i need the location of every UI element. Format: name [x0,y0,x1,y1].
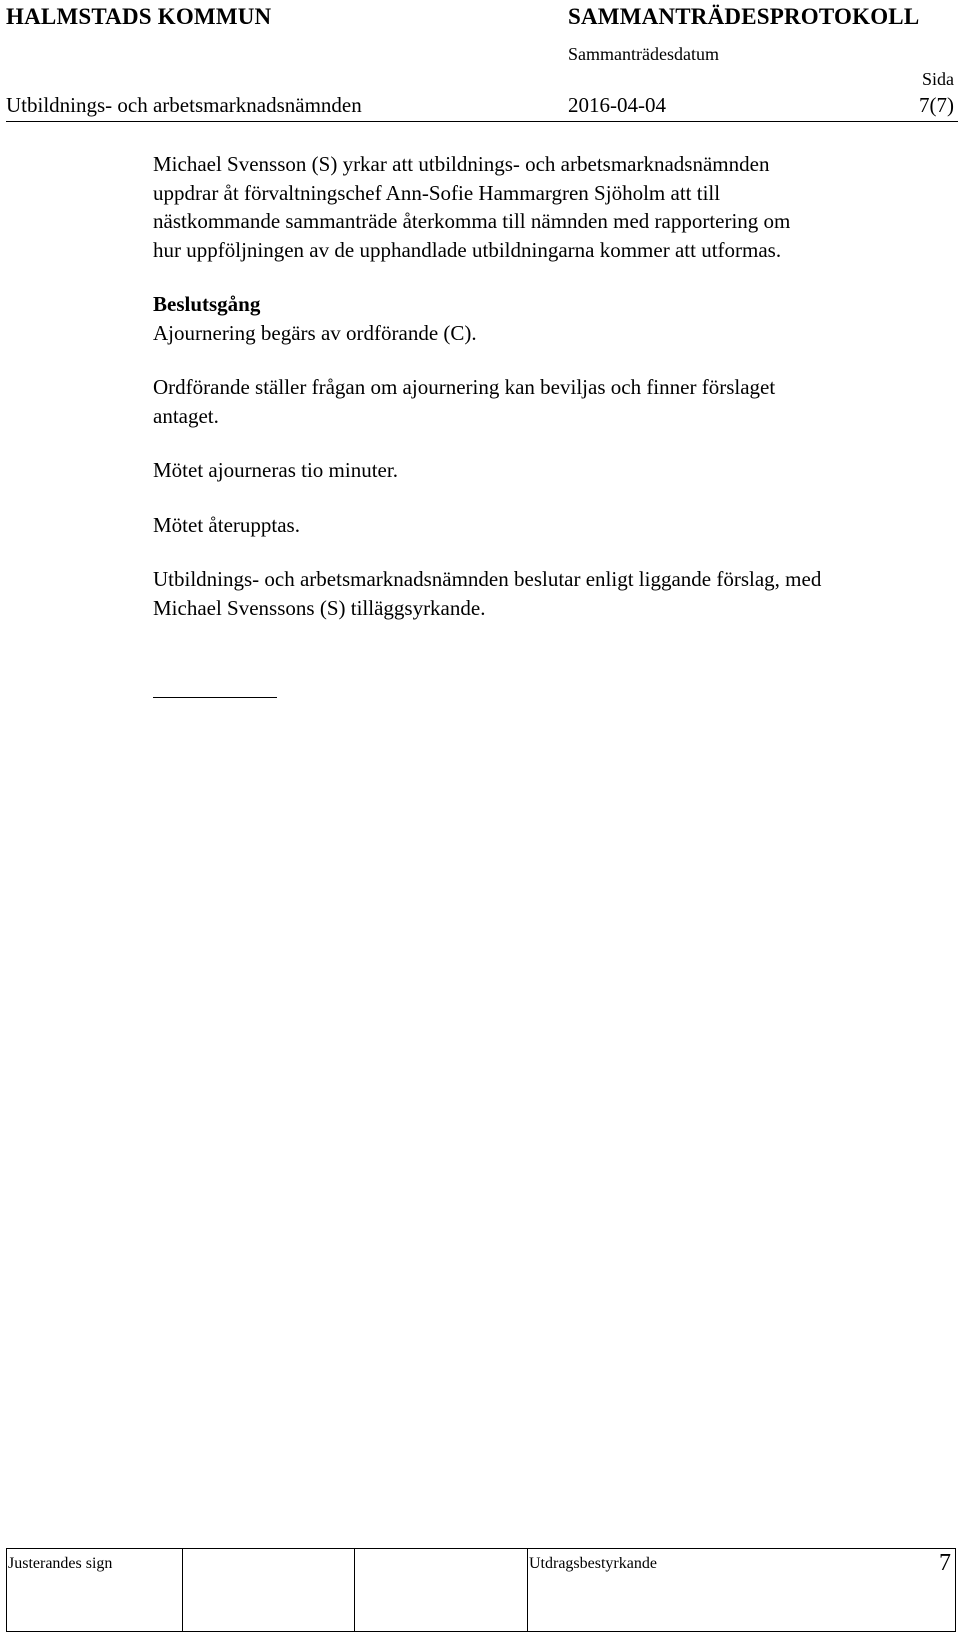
motion-line: Michael Svensson (S) yrkar att utbildnings- och arbetsmarknadsnämnden [153,152,770,176]
section-heading: Beslutsgång [153,292,261,316]
motion-line: uppdrar åt förvaltningschef Ann-Sofie Hammargren Sjöholm att till [153,180,721,205]
resumed-statement: Mötet återupptas. [153,512,300,537]
motion-line: hur uppföljningen av de upphandlade utbildningarna kommer att utformas. [153,237,782,262]
motion-line: nästkommande sammanträde återkomma till nämnden med rapportering om [153,209,791,233]
signature-cell [7,1549,183,1631]
chair-question-line: Ordförande ställer frågan om ajournering kan beviljas och finner förslaget [153,375,776,399]
protocol-body [153,150,933,622]
signature-cell [183,1549,355,1631]
footer-signature-box [6,1548,956,1632]
footer-page-number: 7 [939,1550,951,1576]
adjournment-request: Ajournering begärs av ordförande (C). [153,320,477,345]
header-divider [6,121,958,122]
extract-label: Utdragsbestyrkande [529,1555,657,1572]
end-separator [153,697,277,698]
decision-line: Utbildnings- och arbetsmarknadsnämnden beslutar enligt liggande förslag, med [153,567,822,591]
chair-question-line: antaget. [153,403,219,428]
meeting-date: 2016-04-04 [568,93,666,117]
signature-cell [355,1549,528,1631]
page-number: 7(7) [919,93,954,117]
meeting-date-label: Sammanträdesdatum [568,44,719,64]
adjourned-statement: Mötet ajourneras tio minuter. [153,458,398,482]
board-name: Utbildnings- och arbetsmarknadsnämnden [6,93,362,117]
extract-cell [528,1549,955,1631]
page-label: Sida [921,69,954,89]
municipality-name: HALMSTADS KOMMUN [6,4,272,29]
document-type-title: SAMMANTRÄDESPROTOKOLL [568,4,920,29]
signature-label: Justerandes sign [8,1555,113,1572]
decision-line: Michael Svenssons (S) tilläggsyrkande. [153,595,486,620]
